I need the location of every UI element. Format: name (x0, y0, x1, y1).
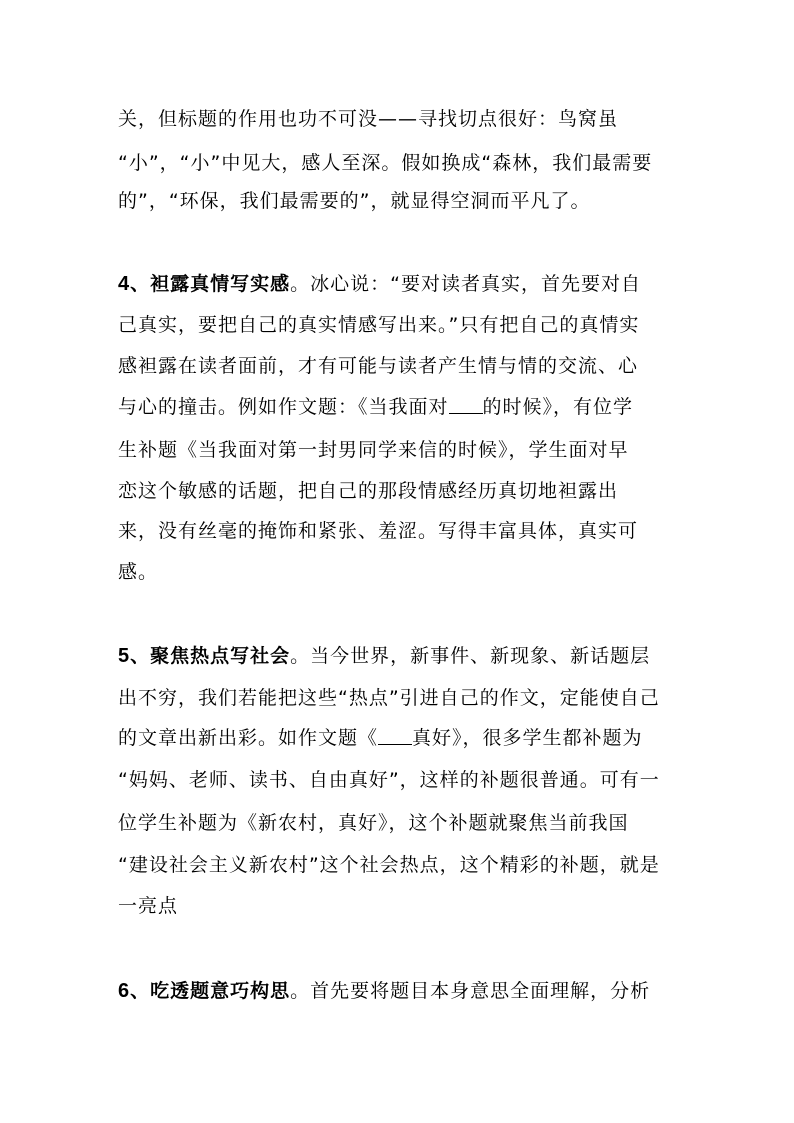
section5-line-3-a: 的文章出新出彩。如作文题《 (118, 727, 379, 749)
section4-line-6: 恋这个敏感的话题，把自己的那段情感经历真切地袒露出 (118, 480, 619, 502)
section5-line-3-b: 真好》，很多学生都补题为 (412, 727, 643, 749)
section5-line-3 (118, 725, 678, 751)
section6-line-1 (118, 978, 678, 1004)
section4-line-1 (118, 271, 678, 297)
section5-line-5: 位学生补题为《新农村，真好》，这个补题就聚焦当前我国 (118, 812, 629, 834)
section4-line-2: 己真实，要把自己的真实情感写出来。”只有把自己的真情实 (118, 314, 640, 336)
section4-line-5: 生补题《当我面对第一封男同学来信的时候》，学生面对早 (118, 439, 629, 461)
fill-in-blank (378, 726, 412, 745)
intro-line-2: “小”，“小”中见大，感人至深。假如换成“森林，我们最需要 (118, 152, 653, 174)
section4-line-4-b: 的时候》，有位学 (482, 396, 634, 418)
section5-heading: 、聚焦热点写社会 (130, 645, 291, 667)
section4-line-7: 来，没有丝毫的掩饰和紧张、羞涩。写得丰富具体，真实可 (118, 520, 639, 542)
intro-line-1: 关，但标题的作用也功不可没——寻找切点很好：鸟窝虽 (118, 108, 619, 130)
section4-heading: 、袒露真情写实感 (130, 273, 291, 295)
section5-line-4: “妈妈、老师、读书、自由真好”，这样的补题很普通。可有一 (118, 769, 660, 791)
section6-number: 6 (118, 980, 131, 1002)
section4-line-4-a: 与心的撞击。例如作文题：《当我面对 (118, 396, 449, 418)
section4-line-3: 感袒露在读者面前，才有可能与读者产生情与情的交流、心 (118, 355, 639, 377)
section5-line-7: 一亮点 (118, 895, 179, 917)
section4-number: 4 (118, 273, 131, 295)
section4-line-1-text: 。冰心说：“要对读者真实，首先要对自 (290, 273, 641, 295)
section5-line-1 (118, 643, 678, 669)
section6-line-1-text: 。首先要将题目本身意思全面理解，分析 (290, 980, 651, 1002)
section5-line-6: “建设社会主义新农村”这个社会热点，这个精彩的补题，就是 (118, 854, 660, 876)
intro-line-3: 的”，“环保，我们最需要的”，就显得空洞而平凡了。 (118, 190, 591, 212)
section5-line-1-text: 。当今世界，新事件、新现象、新话题层 (290, 645, 651, 667)
section4-line-4 (118, 394, 678, 420)
section5-number: 5 (118, 645, 131, 667)
section5-line-2: 出不穷，我们若能把这些“热点”引进自己的作文，定能使自己 (118, 687, 660, 709)
section4-line-8: 感。 (118, 561, 159, 583)
section6-heading: 、吃透题意巧构思 (130, 980, 291, 1002)
fill-in-blank (449, 395, 483, 414)
